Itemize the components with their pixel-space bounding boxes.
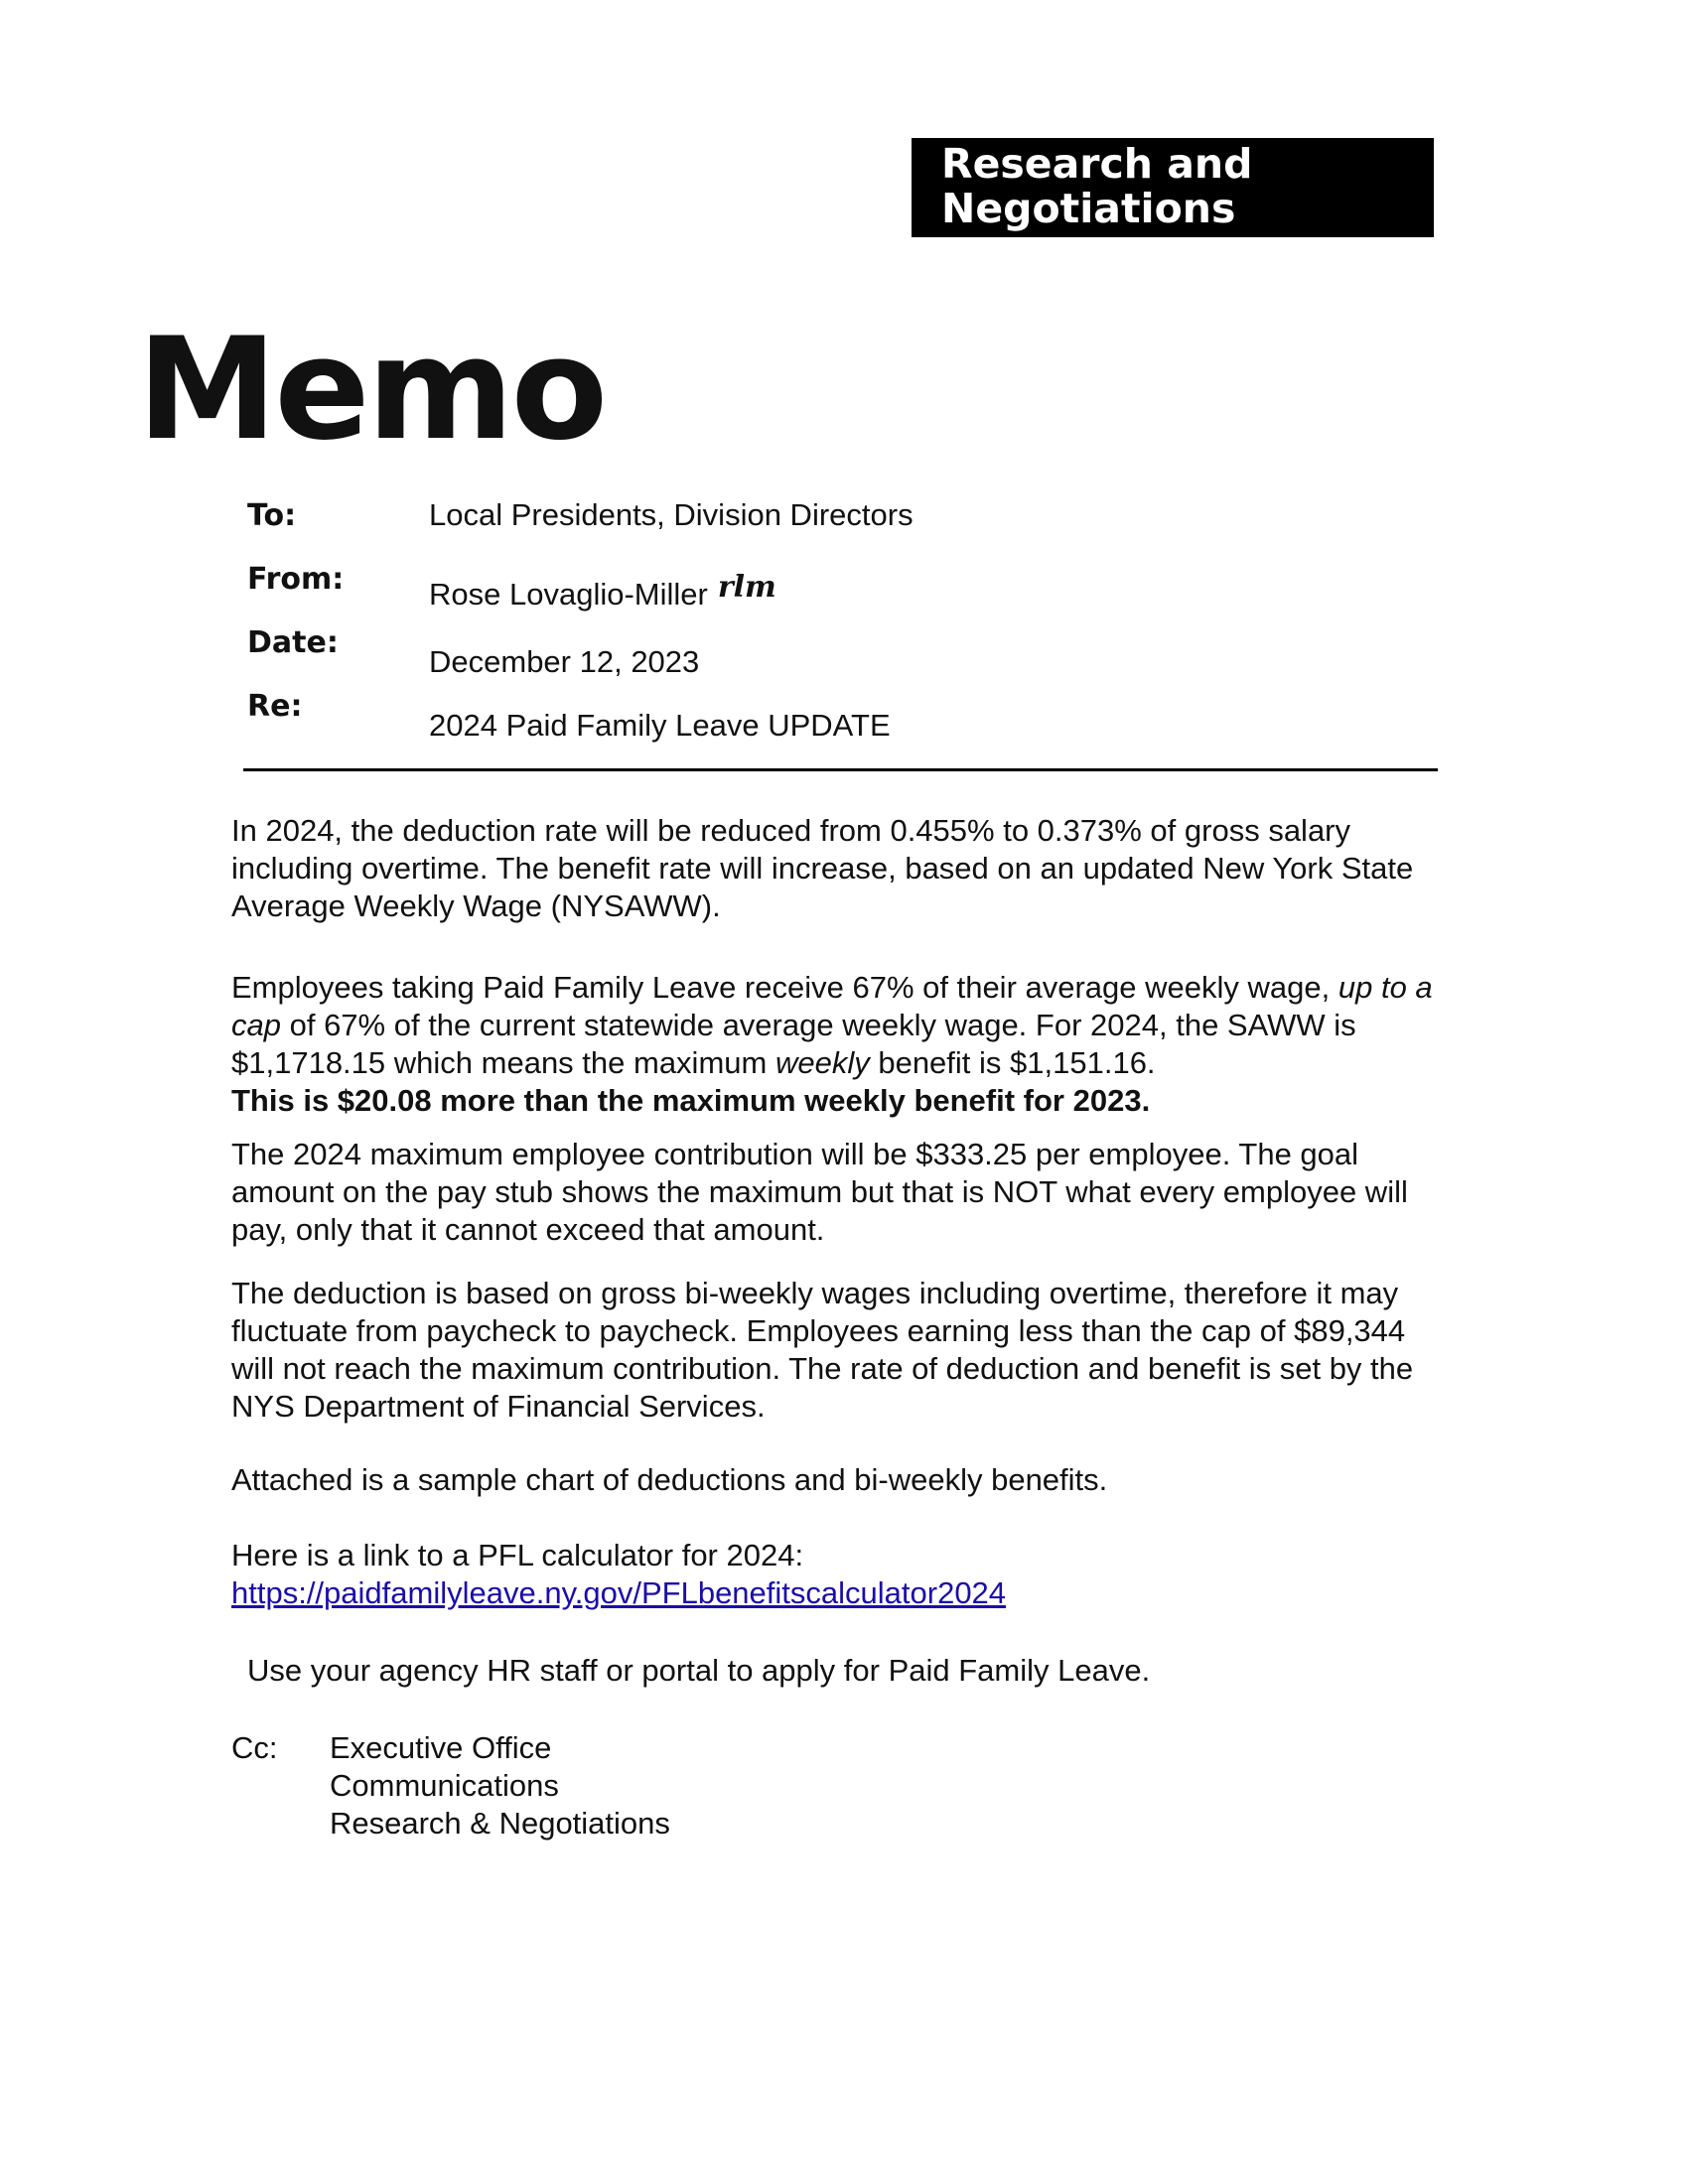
paragraph-apply: Use your agency HR staff or portal to apply for Paid Family Leave. [247,1653,1151,1688]
header-divider [243,768,1438,771]
cc-recipient: Research & Negotiations [330,1806,670,1841]
cc-recipient: Communications [330,1768,559,1803]
from-value [429,570,776,614]
cc-recipient: Executive Office [330,1730,552,1765]
department-banner [912,138,1434,237]
benefit-text-2: of 67% of the current statewide average weekly wage. For 2024, the SAWW is $1,1718.15 which means the maximum [231,1008,1356,1080]
to-value: Local Presidents, Division Directors [429,497,914,532]
department-line-2: Negotiations [941,185,1236,232]
benefit-bold-increase: This is $20.08 more than the maximum weekly benefit for 2023. [231,1083,1151,1118]
paragraph-calculator [231,1537,1443,1612]
cc-label: Cc: [231,1730,278,1765]
paragraph-contribution: The 2024 maximum employee contribution will be $333.25 per employee. The goal amount on the pay stub shows the maximum but that is NOT what every employee will pay, only that it cannot exceed that amount. [231,1137,1408,1247]
department-line-1: Research and [941,140,1253,188]
benefit-text-1: Employees taking Paid Family Leave receive 67% of their average weekly wage, [231,970,1338,1005]
memo-title: Memo [137,308,606,472]
cc-list [330,1729,670,1843]
paragraph-deduction-basis: The deduction is based on gross bi-weekly wages including overtime, therefore it may fluctuate from paycheck to paycheck. Employees earning less than the cap of $89,344 will not reach the maximum contribution. The rate of deduction and benefit is set by the NYS Department of Financial Services. [231,1276,1414,1424]
to-label: To: [247,498,297,533]
benefit-italic-cap: up to a cap [231,970,1433,1042]
from-label: From: [247,562,345,597]
benefit-italic-weekly: weekly [774,1045,870,1080]
date-label: Date: [247,625,339,660]
from-name: Rose Lovaglio-Miller [429,577,708,612]
calculator-intro: Here is a link to a PFL calculator for 2024: [231,1538,804,1572]
re-label: Re: [247,689,303,724]
date-value: December 12, 2023 [429,644,700,679]
benefit-text-3: benefit is $1,151.16. [869,1045,1156,1080]
calculator-link[interactable]: https://paidfamilyleave.ny.gov/PFLbenefitscalculator2024 [231,1575,1007,1610]
paragraph-attached-chart: Attached is a sample chart of deductions and bi-weekly benefits. [231,1462,1108,1497]
re-value: 2024 Paid Family Leave UPDATE [429,708,891,743]
signature-initials: rlm [717,570,776,605]
paragraph-benefit [231,969,1443,1120]
paragraph-deduction-rate: In 2024, the deduction rate will be reduced from 0.455% to 0.373% of gross salary including overtime. The benefit rate will increase, based on an updated New York State Average Weekly Wage (NYSAWW). [231,813,1414,923]
